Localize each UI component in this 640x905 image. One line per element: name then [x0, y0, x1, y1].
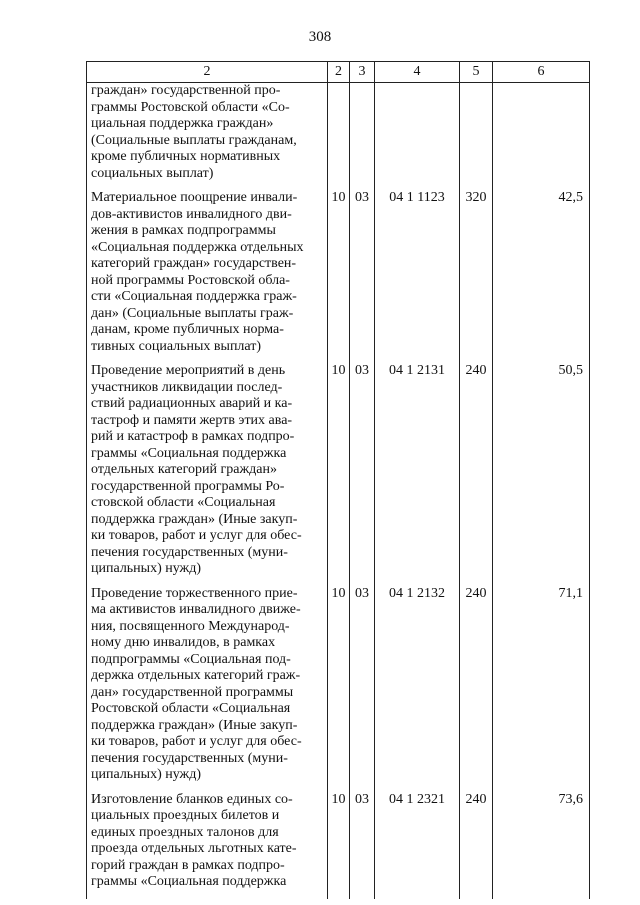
description-line: ципальных) нужд) [91, 767, 202, 782]
header-col-description: 2 [87, 62, 328, 83]
description-line: отдельных категорий граждан» [91, 462, 277, 477]
description-line: рий и катастроф в рамках подпро- [91, 429, 295, 444]
row-target-code [375, 83, 460, 191]
description-line: циальных проездных билетов и [91, 808, 280, 823]
description-line: печения государственных (муни- [91, 544, 288, 560]
description-line: единых проездных талонов для [91, 824, 279, 840]
row-expense-type: 240 [460, 363, 493, 586]
description-line: проезда отдельных льготных кате- [91, 841, 297, 856]
description-line: циальная поддержка граждан» [91, 116, 274, 131]
description-line: ма активистов инвалидного движе- [91, 602, 301, 617]
description-line: поддержка граждан» (Иные закуп- [91, 511, 298, 527]
description-line: Материальное поощрение инвали- [91, 190, 298, 205]
row-section: 10 [328, 190, 350, 363]
row-section: 10 [328, 363, 350, 586]
page-number: 308 [308, 29, 332, 45]
description-line: граммы «Социальная поддержка [91, 445, 287, 461]
description-line: Проведение мероприятий в день [91, 363, 286, 378]
description-line: социальных выплат) [91, 165, 214, 181]
row-section [328, 83, 350, 191]
description-line: ципальных) нужд) [91, 561, 202, 576]
row-amount: 50,5 [493, 363, 590, 586]
table-header-row [87, 62, 590, 83]
row-section: 10 [328, 586, 350, 792]
row-description [87, 792, 328, 899]
description-line: тивных социальных выплат) [91, 338, 262, 354]
table-row [87, 190, 590, 363]
row-description [87, 586, 328, 792]
row-target-code: 04 1 2131 [375, 363, 460, 586]
row-expense-type: 240 [460, 792, 493, 899]
row-subsection: 03 [350, 190, 375, 363]
description-line: ному дню инвалидов, в рамках [91, 635, 276, 650]
description-line: дан» государственной программы [91, 684, 294, 700]
row-subsection: 03 [350, 586, 375, 792]
description-line: ки товаров, работ и услуг для обес- [91, 528, 302, 543]
description-line: стовской области «Социальная [91, 495, 276, 510]
description-line: ствий радиационных аварий и ка- [91, 396, 293, 411]
description-line: данам, кроме публичных норма- [91, 322, 284, 337]
description-line: (Социальные выплаты гражданам, [91, 132, 297, 148]
description-line: дан» (Социальные выплаты граж- [91, 305, 294, 321]
description-line: Ростовской области «Социальная [91, 701, 291, 716]
header-col-expense-type: 5 [460, 62, 493, 83]
row-description [87, 83, 328, 191]
description-line: дов-активистов инвалидного дви- [91, 206, 292, 222]
row-subsection: 03 [350, 363, 375, 586]
row-description [87, 363, 328, 586]
row-amount [493, 83, 590, 191]
row-subsection [350, 83, 375, 191]
description-line: подпрограммы «Социальная под- [91, 651, 291, 667]
header-col-amount: 6 [493, 62, 590, 83]
description-line: государственной программы Ро- [91, 478, 285, 494]
row-amount: 71,1 [493, 586, 590, 792]
row-target-code: 04 1 1123 [375, 190, 460, 363]
description-line: держка отдельных категорий граж- [91, 668, 301, 683]
description-line: категорий граждан» государствен- [91, 256, 297, 271]
description-line: поддержка граждан» (Иные закуп- [91, 717, 298, 733]
row-description [87, 190, 328, 363]
table-row [87, 586, 590, 792]
header-col-section: 2 [328, 62, 350, 83]
table-row [87, 363, 590, 586]
row-subsection: 03 [350, 792, 375, 899]
table-row [87, 792, 590, 899]
description-line: «Социальная поддержка отдельных [91, 239, 304, 255]
description-line: Проведение торжественного прие- [91, 585, 298, 601]
description-line: ки товаров, работ и услуг для обес- [91, 734, 302, 749]
description-line: печения государственных (муни- [91, 750, 288, 766]
description-line: граммы Ростовской области «Со- [91, 99, 290, 115]
row-amount: 42,5 [493, 190, 590, 363]
description-line: Изготовление бланков единых со- [91, 791, 293, 807]
table-row [87, 83, 590, 191]
description-line: жения в рамках подпрограммы [91, 223, 276, 238]
description-line: граммы «Социальная поддержка [91, 874, 287, 889]
description-line: горий граждан в рамках подпро- [91, 857, 285, 873]
description-line: тастроф и памяти жертв этих ава- [91, 412, 293, 428]
description-line: граждан» государственной про- [91, 83, 281, 98]
row-target-code: 04 1 2132 [375, 586, 460, 792]
description-line: участников ликвидации послед- [91, 379, 283, 395]
header-col-subsection: 3 [350, 62, 375, 83]
row-expense-type: 240 [460, 586, 493, 792]
header-col-target-code: 4 [375, 62, 460, 83]
description-line: кроме публичных нормативных [91, 149, 281, 164]
row-expense-type: 320 [460, 190, 493, 363]
description-line: ния, посвященного Международ- [91, 618, 290, 634]
row-target-code: 04 1 2321 [375, 792, 460, 899]
description-line: ной программы Ростовской обла- [91, 272, 290, 288]
budget-table [86, 61, 590, 899]
row-section: 10 [328, 792, 350, 899]
description-line: сти «Социальная поддержка граж- [91, 289, 297, 304]
row-amount: 73,6 [493, 792, 590, 899]
row-expense-type [460, 83, 493, 191]
